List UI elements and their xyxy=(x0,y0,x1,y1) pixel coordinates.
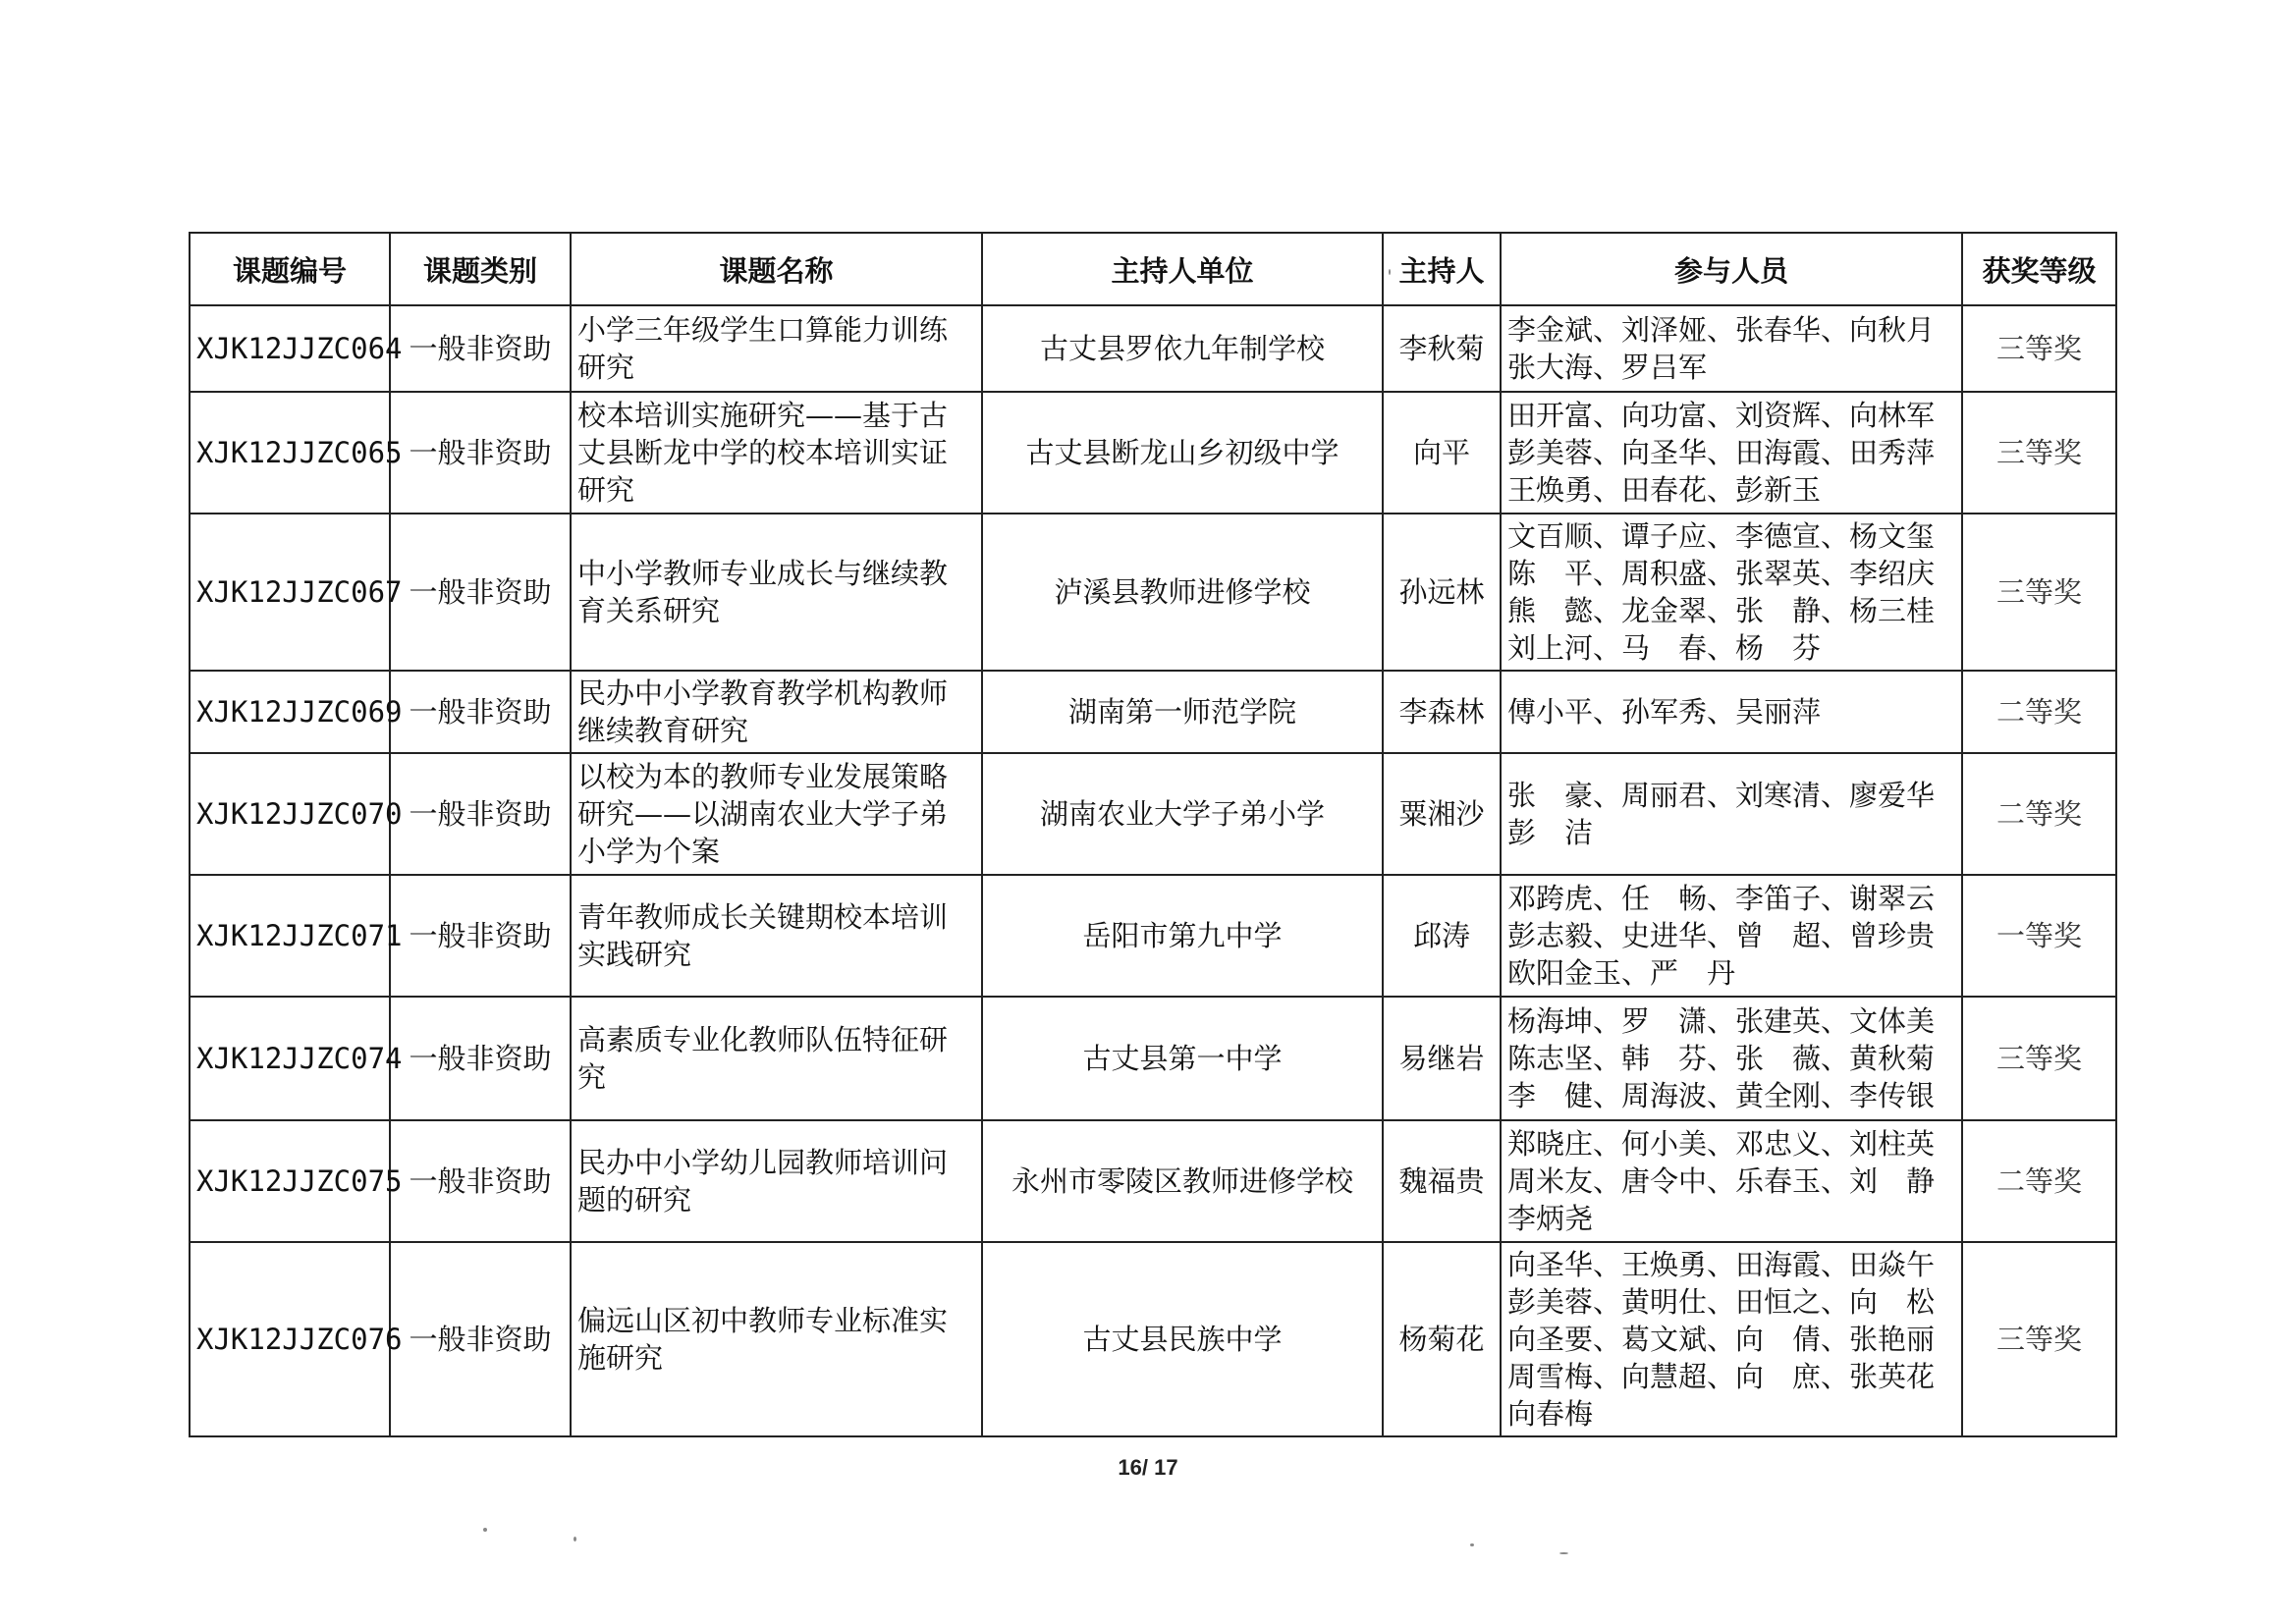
scan-speck xyxy=(1559,1552,1568,1554)
row-unit: 岳阳市第九中学 xyxy=(982,875,1383,997)
row-members: 张 豪、周丽君、刘寒清、廖爱华彭 洁 xyxy=(1501,753,1962,875)
table-row xyxy=(190,392,2116,514)
header-grade: 获奖等级 xyxy=(1962,233,2116,305)
table-row xyxy=(190,305,2116,392)
header-category: 课题类别 xyxy=(390,233,571,305)
row-unit: 湖南农业大学子弟小学 xyxy=(982,753,1383,875)
row-name: 青年教师成长关键期校本培训实践研究 xyxy=(571,875,982,997)
row-leader: 杨菊花 xyxy=(1383,1242,1501,1436)
table-header-row xyxy=(190,233,2116,305)
scan-speck xyxy=(483,1528,487,1532)
row-unit: 古丈县民族中学 xyxy=(982,1242,1383,1436)
row-grade: 三等奖 xyxy=(1962,514,2116,671)
header-name: 课题名称 xyxy=(571,233,982,305)
row-grade: 三等奖 xyxy=(1962,1242,2116,1436)
row-category: 一般非资助 xyxy=(390,514,571,671)
row-leader: 粟湘沙 xyxy=(1383,753,1501,875)
row-category: 一般非资助 xyxy=(390,392,571,514)
row-grade: 三等奖 xyxy=(1962,305,2116,392)
row-grade: 二等奖 xyxy=(1962,671,2116,753)
row-leader: 孙远林 xyxy=(1383,514,1501,671)
row-unit: 泸溪县教师进修学校 xyxy=(982,514,1383,671)
header-leader: 主持人 xyxy=(1383,233,1501,305)
row-members: 文百顺、谭子应、李德宣、杨文玺陈 平、周积盛、张翠英、李绍庆熊 懿、龙金翠、张 静、杨三桂刘上河、马 春、杨 芬 xyxy=(1501,514,1962,671)
table-row xyxy=(190,753,2116,875)
row-category: 一般非资助 xyxy=(390,875,571,997)
row-members: 郑晓庄、何小美、邓忠义、刘柱英周米友、唐令中、乐春玉、刘 静李炳尧 xyxy=(1501,1120,1962,1242)
row-category: 一般非资助 xyxy=(390,753,571,875)
header-members: 参与人员 xyxy=(1501,233,1962,305)
row-grade: 二等奖 xyxy=(1962,1120,2116,1242)
row-leader: 李秋菊 xyxy=(1383,305,1501,392)
row-members: 杨海坤、罗 潇、张建英、文体美陈志坚、韩 芬、张 薇、黄秋菊李 健、周海波、黄全刚、李传银 xyxy=(1501,997,1962,1120)
row-unit: 永州市零陵区教师进修学校 xyxy=(982,1120,1383,1242)
row-name: 偏远山区初中教师专业标准实施研究 xyxy=(571,1242,982,1436)
row-code: XJK12JJZC070 xyxy=(190,753,390,875)
table-row xyxy=(190,875,2116,997)
row-name: 小学三年级学生口算能力训练研究 xyxy=(571,305,982,392)
row-members: 邓跨虎、任 畅、李笛子、谢翠云彭志毅、史进华、曾 超、曾珍贵欧阳金玉、严 丹 xyxy=(1501,875,1962,997)
row-members: 向圣华、王焕勇、田海霞、田焱午彭美蓉、黄明仕、田恒之、向 松向圣要、葛文斌、向 倩、张艳丽周雪梅、向慧超、向 庶、张英花向春梅 xyxy=(1501,1242,1962,1436)
row-category: 一般非资助 xyxy=(390,305,571,392)
page-number: 16/ 17 xyxy=(1118,1455,1178,1480)
row-leader: 魏福贵 xyxy=(1383,1120,1501,1242)
row-code: XJK12JJZC069 xyxy=(190,671,390,753)
row-name: 民办中小学教育教学机构教师继续教育研究 xyxy=(571,671,982,753)
header-unit: 主持人单位 xyxy=(982,233,1383,305)
row-grade: 一等奖 xyxy=(1962,875,2116,997)
row-grade: 三等奖 xyxy=(1962,392,2116,514)
table-row xyxy=(190,1120,2116,1242)
table-row xyxy=(190,514,2116,671)
row-unit: 古丈县第一中学 xyxy=(982,997,1383,1120)
row-name: 民办中小学幼儿园教师培训问题的研究 xyxy=(571,1120,982,1242)
row-members: 田开富、向功富、刘资辉、向林军彭美蓉、向圣华、田海霞、田秀萍王焕勇、田春花、彭新玉 xyxy=(1501,392,1962,514)
row-code: XJK12JJZC071 xyxy=(190,875,390,997)
row-grade: 三等奖 xyxy=(1962,997,2116,1120)
table-row xyxy=(190,671,2116,753)
scan-speck xyxy=(574,1537,576,1542)
row-name: 高素质专业化教师队伍特征研究 xyxy=(571,997,982,1120)
scan-speck xyxy=(1389,269,1391,275)
row-members: 李金斌、刘泽娅、张春华、向秋月张大海、罗吕军 xyxy=(1501,305,1962,392)
row-leader: 李森林 xyxy=(1383,671,1501,753)
row-name: 以校为本的教师专业发展策略研究——以湖南农业大学子弟小学为个案 xyxy=(571,753,982,875)
row-code: XJK12JJZC075 xyxy=(190,1120,390,1242)
header-code: 课题编号 xyxy=(190,233,390,305)
row-leader: 易继岩 xyxy=(1383,997,1501,1120)
row-members: 傅小平、孙军秀、吴丽萍 xyxy=(1501,671,1962,753)
row-code: XJK12JJZC064 xyxy=(190,305,390,392)
row-category: 一般非资助 xyxy=(390,1120,571,1242)
row-category: 一般非资助 xyxy=(390,671,571,753)
row-unit: 湖南第一师范学院 xyxy=(982,671,1383,753)
scan-speck xyxy=(1470,1543,1474,1546)
row-code: XJK12JJZC076 xyxy=(190,1242,390,1436)
row-unit: 古丈县罗依九年制学校 xyxy=(982,305,1383,392)
row-leader: 向平 xyxy=(1383,392,1501,514)
award-table xyxy=(189,232,2117,1437)
row-name: 校本培训实施研究——基于古丈县断龙中学的校本培训实证研究 xyxy=(571,392,982,514)
row-code: XJK12JJZC074 xyxy=(190,997,390,1120)
table-row xyxy=(190,997,2116,1120)
row-leader: 邱涛 xyxy=(1383,875,1501,997)
row-grade: 二等奖 xyxy=(1962,753,2116,875)
row-code: XJK12JJZC065 xyxy=(190,392,390,514)
table-row xyxy=(190,1242,2116,1436)
row-code: XJK12JJZC067 xyxy=(190,514,390,671)
row-unit: 古丈县断龙山乡初级中学 xyxy=(982,392,1383,514)
row-category: 一般非资助 xyxy=(390,1242,571,1436)
row-category: 一般非资助 xyxy=(390,997,571,1120)
row-name: 中小学教师专业成长与继续教育关系研究 xyxy=(571,514,982,671)
